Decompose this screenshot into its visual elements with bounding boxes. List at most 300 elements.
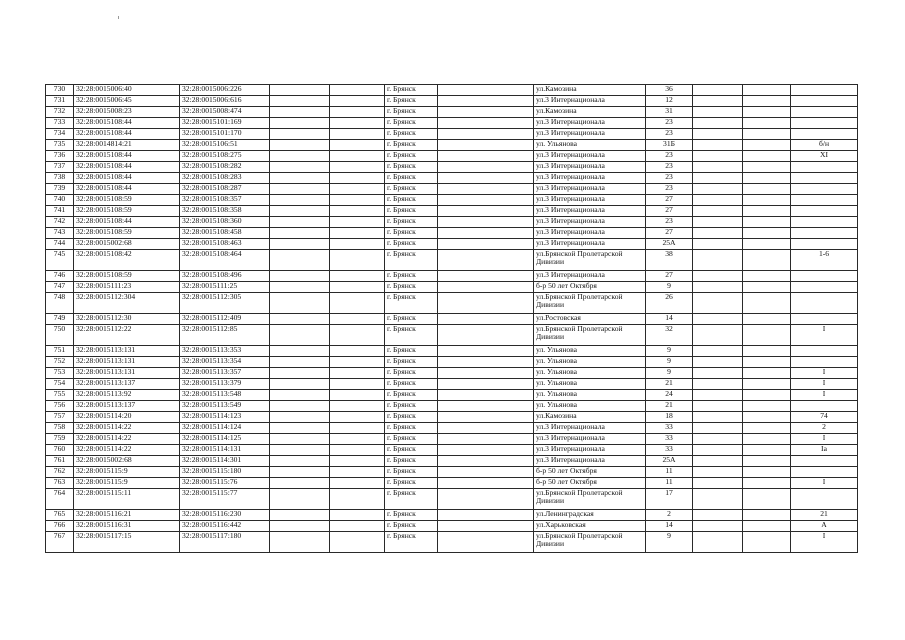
table-row [46, 250, 858, 271]
empty-cell [438, 314, 534, 325]
street-cell: ул.3 Интернационала [534, 271, 646, 282]
table-row [46, 206, 858, 217]
empty-cell [330, 467, 385, 478]
empty-cell [330, 140, 385, 151]
empty-cell [270, 489, 330, 510]
premises-number-cell [791, 195, 858, 206]
city-cell: г. Брянск [385, 195, 438, 206]
empty-cell [438, 140, 534, 151]
object-cadastral-number: 32:28:0015108:463 [180, 239, 270, 250]
empty-cell [693, 412, 743, 423]
empty-cell [270, 357, 330, 368]
premises-number-cell: 74 [791, 412, 858, 423]
empty-cell [743, 239, 791, 250]
object-cadastral-number: 32:28:0015113:354 [180, 357, 270, 368]
city-cell: г. Брянск [385, 282, 438, 293]
empty-cell [438, 129, 534, 140]
street-cell: ул.3 Интернационала [534, 129, 646, 140]
empty-cell [270, 195, 330, 206]
empty-cell [330, 401, 385, 412]
empty-cell [743, 173, 791, 184]
premises-number-cell [791, 129, 858, 140]
empty-cell [693, 271, 743, 282]
empty-cell [270, 162, 330, 173]
city-cell: г. Брянск [385, 217, 438, 228]
row-number-cell: 730 [46, 85, 74, 96]
premises-number-cell: I [791, 390, 858, 401]
empty-cell [330, 521, 385, 532]
empty-cell [438, 434, 534, 445]
land-cadastral-number: 32:28:0015113:137 [74, 379, 180, 390]
land-cadastral-number: 32:28:0015108:44 [74, 118, 180, 129]
row-number-cell: 761 [46, 456, 74, 467]
house-number-cell: 21 [646, 401, 693, 412]
house-number-cell: 21 [646, 379, 693, 390]
table-row [46, 456, 858, 467]
empty-cell [270, 445, 330, 456]
empty-cell [270, 282, 330, 293]
object-cadastral-number: 32:28:0015117:180 [180, 532, 270, 553]
table-row [46, 96, 858, 107]
row-number-cell: 755 [46, 390, 74, 401]
table-row [46, 532, 858, 553]
row-number-cell: 749 [46, 314, 74, 325]
empty-cell [743, 445, 791, 456]
empty-cell [438, 325, 534, 346]
street-cell: ул.3 Интернационала [534, 445, 646, 456]
empty-cell [693, 510, 743, 521]
city-cell: г. Брянск [385, 107, 438, 118]
empty-cell [743, 357, 791, 368]
empty-cell [693, 368, 743, 379]
land-cadastral-number: 32:28:0015108:44 [74, 162, 180, 173]
empty-cell [330, 206, 385, 217]
premises-number-cell [791, 184, 858, 195]
premises-number-cell [791, 173, 858, 184]
empty-cell [693, 129, 743, 140]
street-cell: ул.3 Интернационала [534, 423, 646, 434]
empty-cell [270, 151, 330, 162]
house-number-cell: 11 [646, 478, 693, 489]
row-number-cell: 748 [46, 293, 74, 314]
table-row [46, 140, 858, 151]
empty-cell [438, 85, 534, 96]
row-number-cell: 741 [46, 206, 74, 217]
empty-cell [693, 107, 743, 118]
table-row [46, 510, 858, 521]
table-row [46, 107, 858, 118]
house-number-cell: 32 [646, 325, 693, 346]
empty-cell [743, 129, 791, 140]
street-cell: ул. Ульянова [534, 357, 646, 368]
table-row [46, 467, 858, 478]
object-cadastral-number: 32:28:0015108:360 [180, 217, 270, 228]
empty-cell [743, 282, 791, 293]
empty-cell [693, 434, 743, 445]
house-number-cell: 23 [646, 173, 693, 184]
empty-cell [438, 510, 534, 521]
empty-cell [270, 118, 330, 129]
land-cadastral-number: 32:28:0015008:23 [74, 107, 180, 118]
empty-cell [743, 118, 791, 129]
empty-cell [330, 412, 385, 423]
street-cell: ул.3 Интернационала [534, 228, 646, 239]
row-number-cell: 747 [46, 282, 74, 293]
empty-cell [438, 357, 534, 368]
premises-number-cell [791, 282, 858, 293]
city-cell: г. Брянск [385, 228, 438, 239]
empty-cell [743, 325, 791, 346]
object-cadastral-number: 32:28:0015113:357 [180, 368, 270, 379]
property-registry-table [45, 84, 858, 553]
premises-number-cell [791, 239, 858, 250]
empty-cell [693, 85, 743, 96]
object-cadastral-number: 32:28:0015113:549 [180, 401, 270, 412]
land-cadastral-number: 32:28:0015117:15 [74, 532, 180, 553]
land-cadastral-number: 32:28:0014814:21 [74, 140, 180, 151]
object-cadastral-number: 32:28:0015108:287 [180, 184, 270, 195]
empty-cell [743, 368, 791, 379]
empty-cell [270, 456, 330, 467]
empty-cell [743, 293, 791, 314]
house-number-cell: 36 [646, 85, 693, 96]
empty-cell [693, 184, 743, 195]
empty-cell [438, 412, 534, 423]
object-cadastral-number: 32:28:0015112:305 [180, 293, 270, 314]
city-cell: г. Брянск [385, 445, 438, 456]
empty-cell [743, 346, 791, 357]
row-number-cell: 762 [46, 467, 74, 478]
land-cadastral-number: 32:28:0015112:22 [74, 325, 180, 346]
premises-number-cell [791, 314, 858, 325]
table-row [46, 85, 858, 96]
empty-cell [438, 423, 534, 434]
empty-cell [438, 195, 534, 206]
street-cell: ул.3 Интернационала [534, 434, 646, 445]
house-number-cell: 33 [646, 434, 693, 445]
street-cell: ул.Камозина [534, 412, 646, 423]
empty-cell [743, 140, 791, 151]
table-row [46, 239, 858, 250]
scan-mark [118, 16, 119, 19]
empty-cell [693, 489, 743, 510]
house-number-cell: 23 [646, 217, 693, 228]
city-cell: г. Брянск [385, 96, 438, 107]
street-cell: ул.Брянской Пролетарской Дивизии [534, 250, 646, 271]
premises-number-cell [791, 107, 858, 118]
land-cadastral-number: 32:28:0015108:44 [74, 184, 180, 195]
object-cadastral-number: 32:28:0015101:170 [180, 129, 270, 140]
land-cadastral-number: 32:28:0015108:59 [74, 271, 180, 282]
empty-cell [330, 173, 385, 184]
empty-cell [743, 456, 791, 467]
empty-cell [743, 489, 791, 510]
empty-cell [438, 250, 534, 271]
empty-cell [693, 478, 743, 489]
city-cell: г. Брянск [385, 184, 438, 195]
table-row [46, 195, 858, 206]
street-cell: б-р 50 лет Октября [534, 467, 646, 478]
city-cell: г. Брянск [385, 151, 438, 162]
city-cell: г. Брянск [385, 379, 438, 390]
empty-cell [438, 521, 534, 532]
street-cell: ул.Брянской Пролетарской Дивизии [534, 532, 646, 553]
land-cadastral-number: 32:28:0015108:42 [74, 250, 180, 271]
house-number-cell: 9 [646, 532, 693, 553]
land-cadastral-number: 32:28:0015108:44 [74, 217, 180, 228]
house-number-cell: 25А [646, 456, 693, 467]
object-cadastral-number: 32:28:0015006:616 [180, 96, 270, 107]
house-number-cell: 27 [646, 271, 693, 282]
street-cell: ул.3 Интернационала [534, 118, 646, 129]
row-number-cell: 738 [46, 173, 74, 184]
empty-cell [270, 228, 330, 239]
empty-cell [330, 379, 385, 390]
empty-cell [693, 228, 743, 239]
house-number-cell: 24 [646, 390, 693, 401]
table-row [46, 325, 858, 346]
land-cadastral-number: 32:28:0015002:68 [74, 456, 180, 467]
premises-number-cell [791, 346, 858, 357]
object-cadastral-number: 32:28:0015108:458 [180, 228, 270, 239]
land-cadastral-number: 32:28:0015112:304 [74, 293, 180, 314]
premises-number-cell [791, 206, 858, 217]
empty-cell [330, 489, 385, 510]
row-number-cell: 744 [46, 239, 74, 250]
row-number-cell: 740 [46, 195, 74, 206]
city-cell: г. Брянск [385, 206, 438, 217]
premises-number-cell: I [791, 368, 858, 379]
row-number-cell: 746 [46, 271, 74, 282]
premises-number-cell [791, 489, 858, 510]
empty-cell [693, 357, 743, 368]
object-cadastral-number: 32:28:0015115:77 [180, 489, 270, 510]
empty-cell [270, 325, 330, 346]
empty-cell [438, 118, 534, 129]
empty-cell [270, 173, 330, 184]
house-number-cell: 9 [646, 357, 693, 368]
table-row [46, 521, 858, 532]
object-cadastral-number: 32:28:0015108:358 [180, 206, 270, 217]
empty-cell [270, 390, 330, 401]
empty-cell [330, 478, 385, 489]
empty-cell [743, 217, 791, 228]
street-cell: ул.Ленинградская [534, 510, 646, 521]
row-number-cell: 758 [46, 423, 74, 434]
house-number-cell: 23 [646, 184, 693, 195]
empty-cell [743, 423, 791, 434]
object-cadastral-number: 32:28:0015114:125 [180, 434, 270, 445]
object-cadastral-number: 32:28:0015108:283 [180, 173, 270, 184]
empty-cell [693, 173, 743, 184]
empty-cell [330, 151, 385, 162]
row-number-cell: 760 [46, 445, 74, 456]
empty-cell [330, 85, 385, 96]
house-number-cell: 9 [646, 368, 693, 379]
empty-cell [330, 368, 385, 379]
street-cell: ул.3 Интернационала [534, 456, 646, 467]
empty-cell [743, 379, 791, 390]
street-cell: б-р 50 лет Октября [534, 282, 646, 293]
street-cell: ул.3 Интернационала [534, 217, 646, 228]
land-cadastral-number: 32:28:0015108:44 [74, 129, 180, 140]
city-cell: г. Брянск [385, 467, 438, 478]
empty-cell [270, 85, 330, 96]
row-number-cell: 737 [46, 162, 74, 173]
table-row [46, 412, 858, 423]
street-cell: ул.3 Интернационала [534, 206, 646, 217]
house-number-cell: 17 [646, 489, 693, 510]
city-cell: г. Брянск [385, 118, 438, 129]
row-number-cell: 742 [46, 217, 74, 228]
premises-number-cell: I [791, 379, 858, 390]
empty-cell [270, 217, 330, 228]
empty-cell [330, 423, 385, 434]
house-number-cell: 14 [646, 521, 693, 532]
empty-cell [438, 239, 534, 250]
premises-number-cell [791, 217, 858, 228]
house-number-cell: 31 [646, 107, 693, 118]
table-row [46, 346, 858, 357]
street-cell: ул.3 Интернационала [534, 239, 646, 250]
house-number-cell: 27 [646, 206, 693, 217]
table-row [46, 217, 858, 228]
land-cadastral-number: 32:28:0015114:20 [74, 412, 180, 423]
empty-cell [693, 532, 743, 553]
registry-body [46, 85, 858, 553]
city-cell: г. Брянск [385, 325, 438, 346]
empty-cell [743, 151, 791, 162]
city-cell: г. Брянск [385, 85, 438, 96]
city-cell: г. Брянск [385, 532, 438, 553]
empty-cell [270, 532, 330, 553]
land-cadastral-number: 32:28:0015116:21 [74, 510, 180, 521]
empty-cell [330, 195, 385, 206]
empty-cell [438, 346, 534, 357]
empty-cell [693, 390, 743, 401]
city-cell: г. Брянск [385, 293, 438, 314]
row-number-cell: 743 [46, 228, 74, 239]
empty-cell [743, 96, 791, 107]
land-cadastral-number: 32:28:0015006:45 [74, 96, 180, 107]
empty-cell [330, 346, 385, 357]
empty-cell [270, 412, 330, 423]
table-row [46, 434, 858, 445]
premises-number-cell [791, 401, 858, 412]
row-number-cell: 733 [46, 118, 74, 129]
empty-cell [270, 467, 330, 478]
premises-number-cell: I [791, 532, 858, 553]
land-cadastral-number: 32:28:0015108:44 [74, 151, 180, 162]
object-cadastral-number: 32:28:0015114:123 [180, 412, 270, 423]
row-number-cell: 736 [46, 151, 74, 162]
premises-number-cell [791, 162, 858, 173]
street-cell: ул.Харьковская [534, 521, 646, 532]
city-cell: г. Брянск [385, 478, 438, 489]
object-cadastral-number: 32:28:0015108:464 [180, 250, 270, 271]
empty-cell [270, 510, 330, 521]
house-number-cell: 33 [646, 445, 693, 456]
city-cell: г. Брянск [385, 239, 438, 250]
empty-cell [693, 96, 743, 107]
house-number-cell: 23 [646, 151, 693, 162]
row-number-cell: 756 [46, 401, 74, 412]
table-row [46, 357, 858, 368]
empty-cell [438, 293, 534, 314]
table-row [46, 162, 858, 173]
city-cell: г. Брянск [385, 314, 438, 325]
table-row [46, 271, 858, 282]
empty-cell [743, 162, 791, 173]
land-cadastral-number: 32:28:0015115:9 [74, 467, 180, 478]
object-cadastral-number: 32:28:0015112:85 [180, 325, 270, 346]
table-row [46, 151, 858, 162]
table-row [46, 293, 858, 314]
house-number-cell: 33 [646, 423, 693, 434]
empty-cell [693, 423, 743, 434]
empty-cell [743, 434, 791, 445]
object-cadastral-number: 32:28:0015113:353 [180, 346, 270, 357]
land-cadastral-number: 32:28:0015108:59 [74, 195, 180, 206]
empty-cell [743, 184, 791, 195]
house-number-cell: 12 [646, 96, 693, 107]
empty-cell [270, 521, 330, 532]
premises-number-cell [791, 467, 858, 478]
city-cell: г. Брянск [385, 434, 438, 445]
premises-number-cell: I [791, 434, 858, 445]
empty-cell [330, 282, 385, 293]
empty-cell [330, 96, 385, 107]
empty-cell [693, 250, 743, 271]
house-number-cell: 27 [646, 195, 693, 206]
empty-cell [270, 239, 330, 250]
land-cadastral-number: 32:28:0015006:40 [74, 85, 180, 96]
empty-cell [743, 228, 791, 239]
house-number-cell: 9 [646, 346, 693, 357]
house-number-cell: 18 [646, 412, 693, 423]
street-cell: ул. Ульянова [534, 401, 646, 412]
object-cadastral-number: 32:28:0015108:496 [180, 271, 270, 282]
empty-cell [743, 467, 791, 478]
row-number-cell: 731 [46, 96, 74, 107]
object-cadastral-number: 32:28:0015108:275 [180, 151, 270, 162]
empty-cell [438, 107, 534, 118]
empty-cell [270, 434, 330, 445]
land-cadastral-number: 32:28:0015113:131 [74, 346, 180, 357]
empty-cell [330, 217, 385, 228]
row-number-cell: 764 [46, 489, 74, 510]
empty-cell [270, 250, 330, 271]
empty-cell [438, 489, 534, 510]
empty-cell [330, 271, 385, 282]
empty-cell [693, 314, 743, 325]
row-number-cell: 735 [46, 140, 74, 151]
empty-cell [693, 445, 743, 456]
city-cell: г. Брянск [385, 489, 438, 510]
empty-cell [330, 239, 385, 250]
land-cadastral-number: 32:28:0015111:23 [74, 282, 180, 293]
street-cell: ул. Ульянова [534, 379, 646, 390]
empty-cell [438, 206, 534, 217]
empty-cell [270, 129, 330, 140]
empty-cell [330, 314, 385, 325]
premises-number-cell: А [791, 521, 858, 532]
table-row [46, 445, 858, 456]
house-number-cell: 25А [646, 239, 693, 250]
empty-cell [270, 379, 330, 390]
row-number-cell: 745 [46, 250, 74, 271]
premises-number-cell: I [791, 478, 858, 489]
